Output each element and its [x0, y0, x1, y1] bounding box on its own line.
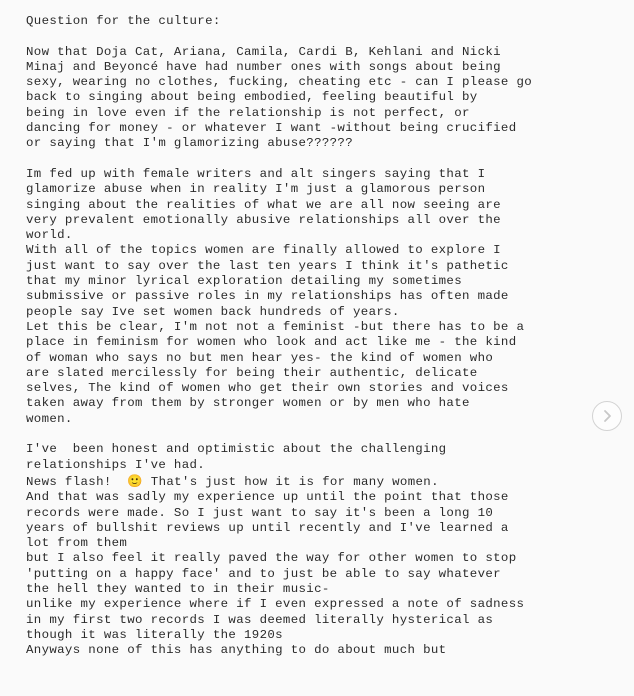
- text-line: just want to say over the last ten years I think it's pathetic: [26, 258, 509, 273]
- text-line: records were made. So I just want to say it's been a long 10: [26, 505, 494, 520]
- post-text: [26, 14, 611, 658]
- text-line: lot from them: [26, 536, 128, 551]
- text-line: or saying that I'm glamorizing abuse??????: [26, 136, 353, 151]
- smile-emoji-icon: 🙂: [127, 472, 143, 488]
- text-line: being in love even if the relationship is not perfect, or: [26, 105, 470, 120]
- text-line: Anyways none of this has anything to do about much but: [26, 643, 447, 658]
- text-line: Im fed up with female writers and alt singers saying that I: [26, 166, 486, 181]
- text-line: I've been honest and optimistic about the challenging: [26, 442, 447, 457]
- text-line: selves, The kind of women who get their own stories and voices: [26, 381, 509, 396]
- text-line: Question for the culture:: [26, 14, 221, 28]
- text-line: though it was literally the 1920s: [26, 627, 283, 642]
- text-line: sexy, wearing no clothes, fucking, cheating etc - can I please go: [26, 75, 533, 90]
- text-line: singing about the realities of what we are all now seeing are: [26, 197, 501, 212]
- text-line: Minaj and Beyoncé have had number ones with songs about being: [26, 59, 501, 74]
- text-line: years of bullshit reviews up until recently and I've learned a: [26, 520, 509, 535]
- text-line: the hell they wanted to in their music-: [26, 581, 330, 596]
- text-line: glamorize abuse when in reality I'm just a glamorous person: [26, 182, 486, 197]
- text-line: of woman who says no but men hear yes- the kind of women who: [26, 350, 494, 365]
- paragraph-intro: [26, 14, 611, 29]
- text-line: place in feminism for women who look and act like me - the kind: [26, 335, 517, 350]
- text-line: taken away from them by stronger women or by men who hate: [26, 396, 470, 411]
- text-line: dancing for money - or whatever I want -without being crucified: [26, 121, 517, 136]
- paragraph-fed-up: [26, 167, 611, 427]
- text-line: News flash! 🙂 That's just how it is for many women.: [26, 472, 439, 489]
- text-line: people say Ive set women back hundreds of years.: [26, 304, 400, 319]
- text-line: but I also feel it really paved the way for other women to stop: [26, 551, 517, 566]
- paragraph-honest: [26, 442, 611, 658]
- text-line: 'putting on a happy face' and to just be able to say whatever: [26, 566, 501, 581]
- text-line: And that was sadly my experience up until the point that those: [26, 490, 509, 505]
- text-line: With all of the topics women are finally allowed to explore I: [26, 243, 501, 258]
- text-line: back to singing about being embodied, feeling beautiful by: [26, 90, 478, 105]
- paragraph-question: [26, 45, 611, 152]
- text-line: very prevalent emotionally abusive relationships all over the: [26, 212, 501, 227]
- text-line: in my first two records I was deemed literally hysterical as: [26, 612, 494, 627]
- text-line: that my minor lyrical exploration detailing my sometimes: [26, 274, 462, 289]
- text-line: Let this be clear, I'm not not a feminist -but there has to be a: [26, 319, 525, 334]
- text-line: women.: [26, 411, 73, 426]
- next-slide-button[interactable]: [592, 401, 622, 431]
- text-line: world.: [26, 228, 73, 243]
- text-line: unlike my experience where if I even expressed a note of sadness: [26, 597, 525, 612]
- chevron-right-icon: [600, 409, 614, 423]
- text-line: relationships I've had.: [26, 457, 206, 472]
- text-line: are slated mercilessly for being their authentic, delicate: [26, 365, 478, 380]
- text-line: submissive or passive roles in my relationships has often made: [26, 289, 509, 304]
- news-flash-tail: That's just how it is for many women.: [143, 474, 439, 489]
- text-line: Now that Doja Cat, Ariana, Camila, Cardi B, Kehlani and Nicki: [26, 44, 501, 59]
